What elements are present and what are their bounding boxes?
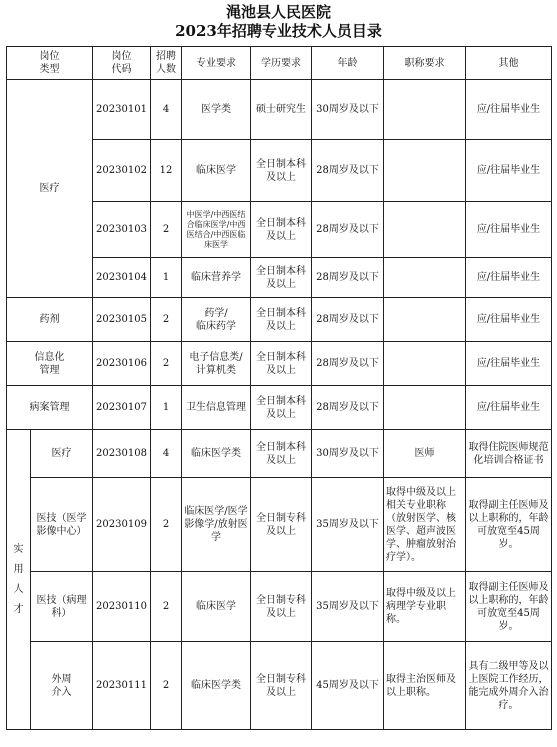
cell-major: 临床医学类	[182, 642, 251, 730]
cell-code: 20230108	[93, 430, 151, 478]
cell-other: 应/往届毕业生	[466, 342, 552, 386]
cell-major: 中医学/中西医结合临床医学/中西医结合/中西医临床医学	[182, 202, 251, 258]
cell-age: 45周岁及以下	[312, 642, 384, 730]
cell-education: 全日制本科及以上	[251, 258, 312, 298]
cell-count: 12	[151, 140, 182, 202]
cell-code: 20230103	[93, 202, 151, 258]
cell-education: 全日制专科及以上	[251, 572, 312, 642]
cell-title-req	[384, 80, 466, 140]
cell-other: 应/往届毕业生	[466, 140, 552, 202]
cell-age: 28周岁及以下	[312, 202, 384, 258]
table-row	[7, 572, 552, 642]
table-row	[7, 386, 552, 430]
table-row	[7, 298, 552, 342]
cell-other: 应/往届毕业生	[466, 258, 552, 298]
header-count: 招聘 人数	[151, 47, 182, 80]
cell-age: 28周岁及以下	[312, 386, 384, 430]
cell-code: 20230106	[93, 342, 151, 386]
cell-count: 2	[151, 642, 182, 730]
cell-major: 临床医学类	[182, 430, 251, 478]
cell-other: 取得住院医师规范化培训合格证书	[466, 430, 552, 478]
cell-count: 4	[151, 80, 182, 140]
cell-title-req	[384, 298, 466, 342]
cell-age: 28周岁及以下	[312, 298, 384, 342]
cell-position: 医技（病理科）	[31, 572, 93, 642]
cell-title-req: 取得主治医师及以上职称。	[384, 642, 466, 730]
cell-education: 全日制专科及以上	[251, 478, 312, 572]
header-row	[7, 47, 552, 80]
group-pharmacy: 药剂	[7, 298, 93, 342]
cell-other: 应/往届毕业生	[466, 298, 552, 342]
cell-code: 20230101	[93, 80, 151, 140]
cell-education: 全日制本科及以上	[251, 298, 312, 342]
header-age: 年龄	[312, 47, 384, 80]
cell-count: 4	[151, 430, 182, 478]
cell-count: 2	[151, 202, 182, 258]
cell-title-req	[384, 258, 466, 298]
cell-code: 20230102	[93, 140, 151, 202]
cell-count: 2	[151, 478, 182, 572]
cell-title-req: 取得中级及以上病理学专业职称。	[384, 572, 466, 642]
cell-code: 20230109	[93, 478, 151, 572]
table-row	[7, 430, 552, 478]
cell-major: 电子信息类/ 计算机类	[182, 342, 251, 386]
cell-major: 临床营养学	[182, 258, 251, 298]
group-practical-talent: 实 用 人 才	[7, 430, 31, 730]
cell-major: 临床医学/医学影像学/放射医学	[182, 478, 251, 572]
cell-title-req	[384, 342, 466, 386]
group-medical: 医疗	[7, 80, 93, 298]
cell-major: 卫生信息管理	[182, 386, 251, 430]
cell-age: 28周岁及以下	[312, 140, 384, 202]
cell-count: 2	[151, 298, 182, 342]
table-row	[7, 642, 552, 730]
header-major: 专业要求	[182, 47, 251, 80]
cell-code: 20230104	[93, 258, 151, 298]
page-title: 2023年招聘专业技术人员目录	[175, 22, 382, 40]
cell-other: 取得副主任医师及以上职称的，年龄可放宽至45周岁。	[466, 572, 552, 642]
cell-code: 20230107	[93, 386, 151, 430]
cell-age: 28周岁及以下	[312, 342, 384, 386]
cell-age: 28周岁及以下	[312, 258, 384, 298]
cell-code: 20230111	[93, 642, 151, 730]
cell-age: 35周岁及以下	[312, 478, 384, 572]
header-title-req: 职称要求	[384, 47, 466, 80]
cell-count: 1	[151, 258, 182, 298]
cell-education: 全日制本科及以上	[251, 140, 312, 202]
cell-education: 全日制本科及以上	[251, 342, 312, 386]
header-code: 岗位 代码	[93, 47, 151, 80]
cell-title-req: 取得中级及以上相关专业职称（放射医学、核医学、超声波医学、肿瘤放射治疗学）。	[384, 478, 466, 572]
recruitment-table	[6, 46, 552, 730]
cell-title-req	[384, 386, 466, 430]
cell-title-req	[384, 140, 466, 202]
cell-major: 药学/ 临床药学	[182, 298, 251, 342]
cell-other: 应/往届毕业生	[466, 386, 552, 430]
group-informatization: 信息化 管理	[7, 342, 93, 386]
table-row	[7, 80, 552, 140]
hospital-name: 渑池县人民医院	[225, 3, 331, 21]
cell-code: 20230105	[93, 298, 151, 342]
cell-major: 医学类	[182, 80, 251, 140]
cell-education: 全日制本科及以上	[251, 386, 312, 430]
cell-position: 外周 介入	[31, 642, 93, 730]
cell-other: 应/往届毕业生	[466, 202, 552, 258]
table-row	[7, 478, 552, 572]
cell-age: 35周岁及以下	[312, 572, 384, 642]
header-education: 学历要求	[251, 47, 312, 80]
cell-count: 1	[151, 386, 182, 430]
cell-education: 硕士研究生	[251, 80, 312, 140]
cell-other: 具有二级甲等及以上医院工作经历，能完成外周介入治疗。	[466, 642, 552, 730]
cell-other: 应/往届毕业生	[466, 80, 552, 140]
table-row	[7, 342, 552, 386]
cell-title-req	[384, 202, 466, 258]
group-medical-records: 病案管理	[7, 386, 93, 430]
cell-age: 30周岁及以下	[312, 80, 384, 140]
cell-education: 全日制专科及以上	[251, 642, 312, 730]
header-category: 岗位 类型	[7, 47, 93, 80]
header-other: 其他	[466, 47, 552, 80]
cell-position: 医技（医学影像中心）	[31, 478, 93, 572]
cell-title-req: 医师	[384, 430, 466, 478]
cell-position: 医疗	[31, 430, 93, 478]
cell-count: 2	[151, 342, 182, 386]
cell-education: 全日制本科及以上	[251, 430, 312, 478]
cell-major: 临床医学	[182, 572, 251, 642]
cell-education: 全日制本科及以上	[251, 202, 312, 258]
cell-major: 临床医学	[182, 140, 251, 202]
cell-age: 30周岁及以下	[312, 430, 384, 478]
cell-other: 取得副主任医师及以上职称的，年龄可放宽至45周岁。	[466, 478, 552, 572]
cell-count: 2	[151, 572, 182, 642]
cell-code: 20230110	[93, 572, 151, 642]
